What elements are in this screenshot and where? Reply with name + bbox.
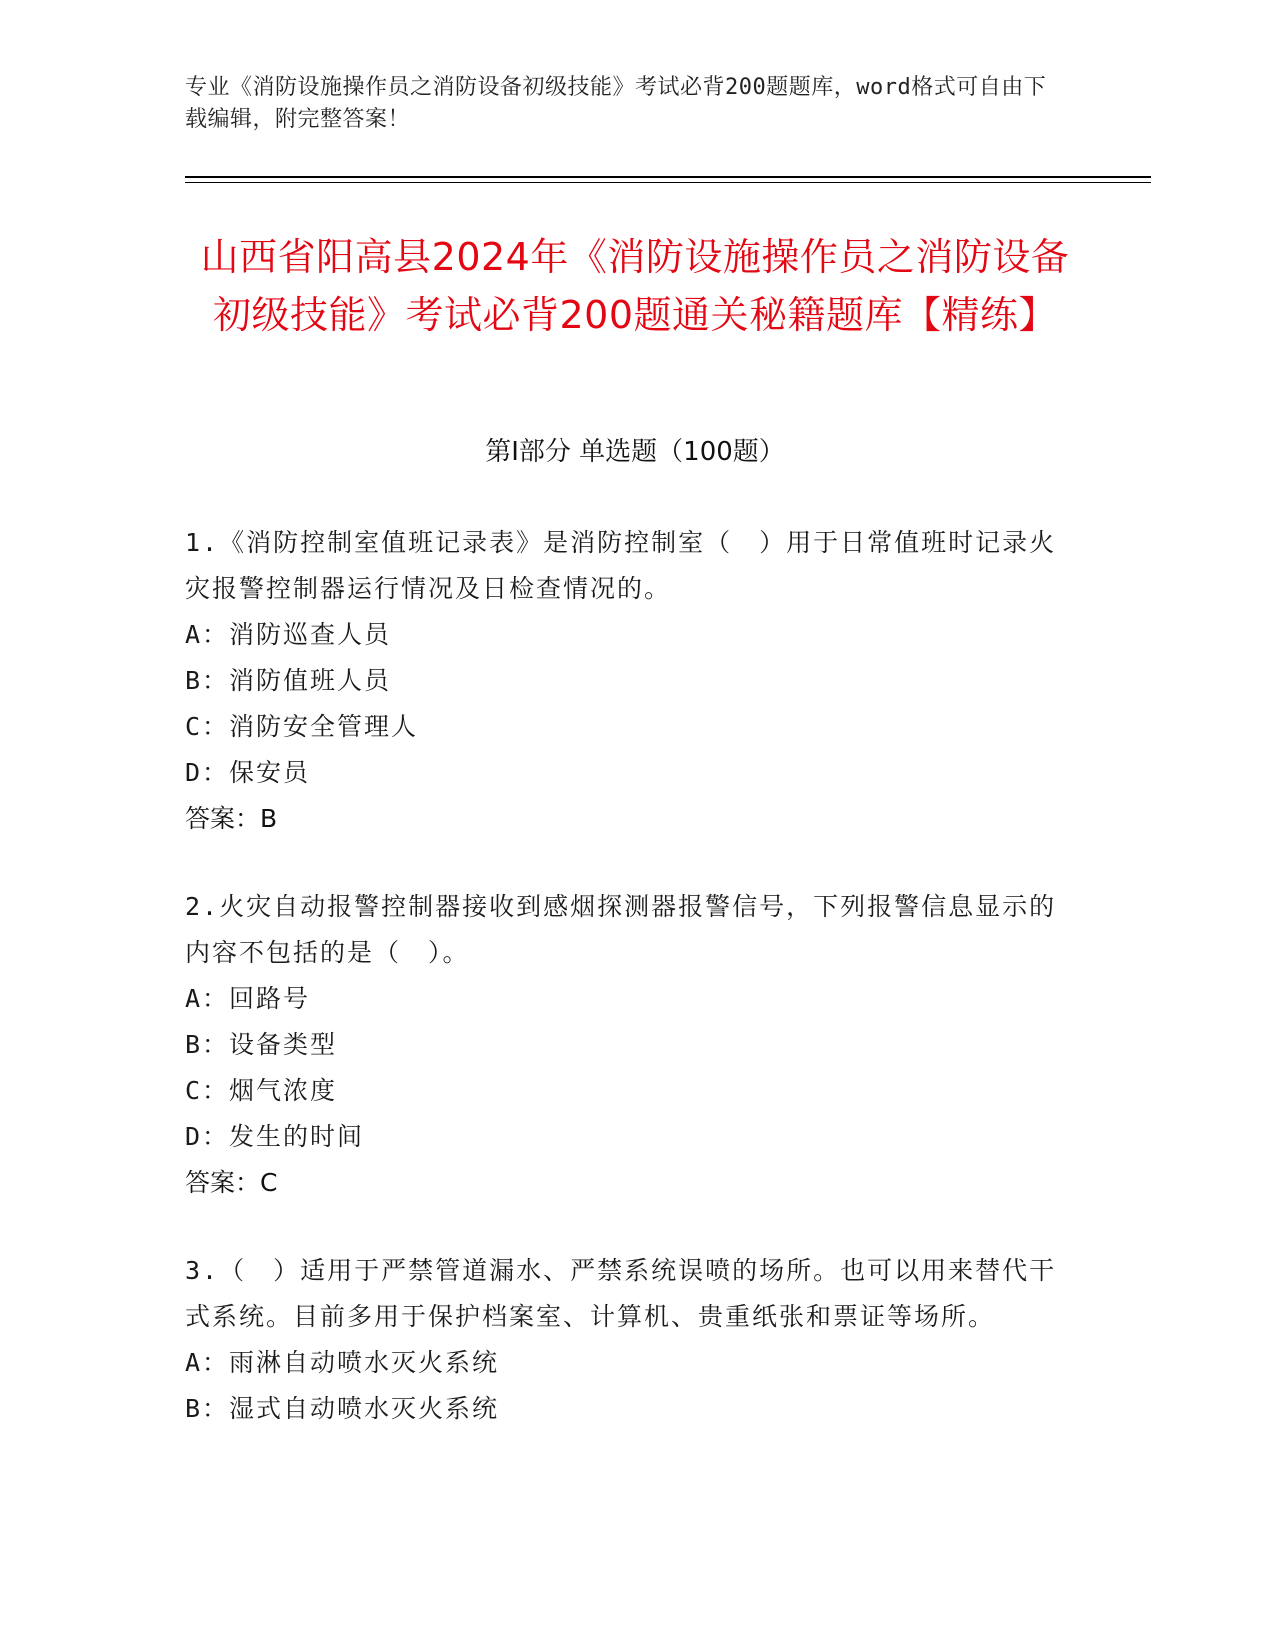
answer-line: 答案：B <box>185 804 278 833</box>
option-b: B：消防值班人员 <box>185 666 392 695</box>
section-title: 第Ⅰ部分 单选题（100题） <box>485 437 785 467</box>
option-b: B：设备类型 <box>185 1030 338 1059</box>
option-b: B：湿式自动喷水灭火系统 <box>185 1394 500 1423</box>
header-rule-thin <box>185 182 1151 183</box>
question-1 <box>185 520 1065 842</box>
document-title: 山西省阳高县2024年《消防设施操作员之消防设备初级技能》考试必背200题通关秘籍题库【精练】 <box>200 235 1070 337</box>
option-c: C：烟气浓度 <box>185 1076 338 1105</box>
option-c: C：消防安全管理人 <box>185 712 419 741</box>
question-stem: 1.《消防控制室值班记录表》是消防控制室（ ）用于日常值班时记录火灾报警控制器运行情况及日检查情况的。 <box>185 528 1057 603</box>
option-a: A：雨淋自动喷水灭火系统 <box>185 1348 500 1377</box>
question-list <box>185 520 1065 1474</box>
question-3 <box>185 1248 1065 1432</box>
answer-line: 答案：C <box>185 1168 278 1197</box>
option-a: A：消防巡查人员 <box>185 620 392 649</box>
header-note: 专业《消防设施操作员之消防设备初级技能》考试必背200题题库，word格式可自由下载编辑，附完整答案！ <box>185 75 1047 132</box>
option-a: A：回路号 <box>185 984 311 1013</box>
question-stem: 3.（ ）适用于严禁管道漏水、严禁系统误喷的场所。也可以用来替代干式系统。目前多用于保护档案室、计算机、贵重纸张和票证等场所。 <box>185 1256 1057 1331</box>
option-d: D：保安员 <box>185 758 311 787</box>
question-2 <box>185 884 1065 1206</box>
question-stem: 2.火灾自动报警控制器接收到感烟探测器报警信号，下列报警信息显示的内容不包括的是（ ）。 <box>185 892 1057 967</box>
header-rule-thick <box>185 176 1151 178</box>
option-d: D：发生的时间 <box>185 1122 365 1151</box>
